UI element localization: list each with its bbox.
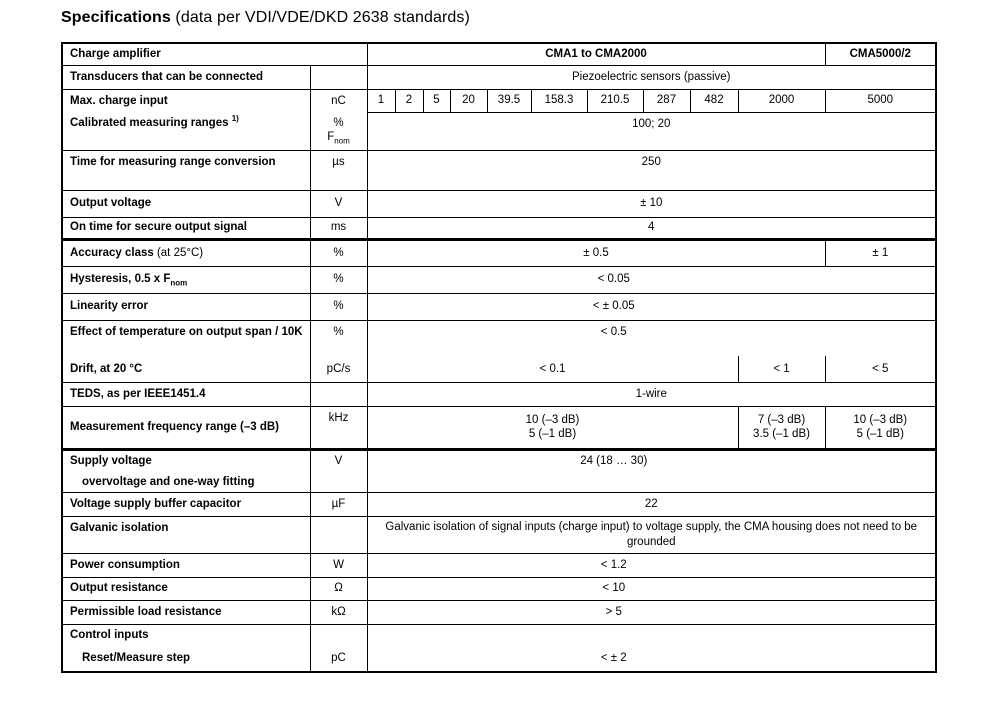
cell-calibrated-unit xyxy=(310,112,367,150)
cell-output-voltage-value: ± 10 xyxy=(367,190,936,217)
cell-freq-range-unit: kHz xyxy=(310,406,367,449)
row-teds xyxy=(62,382,936,406)
row-load-resistance xyxy=(62,600,936,624)
cell-output-voltage-label: Output voltage xyxy=(62,190,310,217)
cell-freq-range-label: Measurement frequency range (–3 dB) xyxy=(62,406,310,449)
cell-charge-amplifier-label: Charge amplifier xyxy=(62,43,367,65)
cell-linearity-unit: % xyxy=(310,293,367,320)
cell-output-resistance-value: < 10 xyxy=(367,577,936,600)
cell-power-value: < 1.2 xyxy=(367,553,936,577)
row-charge-amplifier xyxy=(62,43,936,65)
cell-teds-unit xyxy=(310,382,367,406)
freq-last-line2: 5 (–1 dB) xyxy=(856,428,904,440)
cell-max-charge-v11: 5000 xyxy=(825,89,936,112)
cell-drift-unit: pC/s xyxy=(310,356,367,382)
cell-range-conversion-label: Time for measuring range conversion xyxy=(62,150,310,190)
cell-temp-effect-label: Effect of temperature on output span / 10K xyxy=(62,320,310,356)
calibrated-unit-percent: % xyxy=(333,117,344,129)
cell-galvanic-label: Galvanic isolation xyxy=(62,516,310,553)
cell-calibrated-value: 100; 20 xyxy=(367,112,936,150)
row-reset-measure xyxy=(62,646,936,672)
cell-hysteresis-unit: % xyxy=(310,266,367,293)
cell-transducers-label: Transducers that can be connected xyxy=(62,65,310,89)
cell-max-charge-v5: 39.5 xyxy=(487,89,531,112)
row-transducers xyxy=(62,65,936,89)
row-power xyxy=(62,553,936,577)
cell-supply-voltage-label: Supply voltage xyxy=(62,449,310,472)
row-calibrated-ranges xyxy=(62,112,936,150)
freq-main-line2: 5 (–1 dB) xyxy=(528,428,577,440)
row-output-voltage xyxy=(62,190,936,217)
row-hysteresis xyxy=(62,266,936,293)
cell-accuracy-value-main: ± 0.5 xyxy=(367,239,825,266)
cell-temp-effect-value: < 0.5 xyxy=(367,320,936,356)
accuracy-label-bold: Accuracy class xyxy=(70,246,154,259)
hysteresis-label-sub: nom xyxy=(170,278,188,288)
cell-max-charge-v7: 210.5 xyxy=(587,89,643,112)
accuracy-label-normal: (at 25°C) xyxy=(153,246,204,259)
cell-transducers-value: Piezoelectric sensors (passive) xyxy=(367,65,936,89)
cell-control-inputs-unit xyxy=(310,624,367,646)
cell-on-time-value: 4 xyxy=(367,217,936,239)
calibrated-footnote: 1) xyxy=(231,114,239,124)
row-on-time xyxy=(62,217,936,239)
cell-drift-value-mid: < 1 xyxy=(738,356,825,382)
cell-accuracy-label xyxy=(62,239,310,266)
page-title-main: Specifications xyxy=(61,9,171,26)
cell-reset-measure-label: Reset/Measure step xyxy=(62,646,310,672)
cell-last-model: CMA5000/2 xyxy=(825,43,936,65)
cell-load-resistance-label: Permissible load resistance xyxy=(62,600,310,624)
row-range-conversion xyxy=(62,150,936,190)
specifications-table xyxy=(61,42,937,673)
cell-teds-label: TEDS, as per IEEE1451.4 xyxy=(62,382,310,406)
cell-calibrated-label xyxy=(62,112,310,150)
cell-max-charge-label: Max. charge input xyxy=(62,89,310,112)
cell-output-resistance-unit: Ω xyxy=(310,577,367,600)
cell-supply-voltage-value: 24 (18 … 30) xyxy=(367,449,936,472)
row-output-resistance xyxy=(62,577,936,600)
cell-max-charge-v8: 287 xyxy=(643,89,690,112)
cell-max-charge-v2: 2 xyxy=(395,89,423,112)
cell-load-resistance-value: > 5 xyxy=(367,600,936,624)
cell-drift-label: Drift, at 20 °C xyxy=(62,356,310,382)
cell-reset-measure-value: < ± 2 xyxy=(367,646,936,672)
cell-control-inputs-value xyxy=(367,624,936,646)
row-temp-effect xyxy=(62,320,936,356)
freq-mid-line2: 3.5 (–1 dB) xyxy=(753,428,810,440)
cell-max-charge-v4: 20 xyxy=(450,89,487,112)
page-title xyxy=(61,9,470,27)
row-drift xyxy=(62,356,936,382)
cell-freq-range-value-last xyxy=(825,406,936,449)
freq-main-line1: 10 (–3 dB) xyxy=(525,413,580,426)
cell-freq-range-value-main xyxy=(367,406,738,449)
cell-output-voltage-unit: V xyxy=(310,190,367,217)
row-accuracy xyxy=(62,239,936,266)
cell-load-resistance-unit: kΩ xyxy=(310,600,367,624)
cell-max-charge-v3: 5 xyxy=(423,89,450,112)
cell-on-time-label: On time for secure output signal xyxy=(62,217,310,239)
cell-transducers-unit xyxy=(310,65,367,89)
cell-supply-voltage-sublabel: overvoltage and one-way fitting xyxy=(62,472,310,492)
cell-drift-value-main: < 0.1 xyxy=(367,356,738,382)
cell-range-conversion-unit: µs xyxy=(310,150,367,190)
cell-accuracy-unit: % xyxy=(310,239,367,266)
cell-max-charge-v9: 482 xyxy=(690,89,738,112)
cell-buffer-capacitor-value: 22 xyxy=(367,492,936,516)
row-galvanic xyxy=(62,516,936,553)
cell-galvanic-value: Galvanic isolation of signal inputs (charge input) to voltage supply, the CMA housing does not need to be grounded xyxy=(367,516,936,553)
row-supply-voltage xyxy=(62,449,936,472)
freq-last-line1: 10 (–3 dB) xyxy=(853,413,908,426)
cell-linearity-value: < ± 0.05 xyxy=(367,293,936,320)
cell-linearity-label: Linearity error xyxy=(62,293,310,320)
row-linearity xyxy=(62,293,936,320)
cell-galvanic-unit xyxy=(310,516,367,553)
cell-hysteresis-value: < 0.05 xyxy=(367,266,936,293)
cell-control-inputs-label: Control inputs xyxy=(62,624,310,646)
cell-power-label: Power consumption xyxy=(62,553,310,577)
cell-range-conversion-value: 250 xyxy=(367,150,936,190)
calibrated-unit-f: F xyxy=(327,131,335,144)
cell-max-charge-v6: 158.3 xyxy=(531,89,587,112)
row-max-charge-input xyxy=(62,89,936,112)
cell-supply-voltage-unit: V xyxy=(310,449,367,472)
cell-reset-measure-unit: pC xyxy=(310,646,367,672)
cell-max-charge-v1: 1 xyxy=(367,89,395,112)
calibrated-label-text: Calibrated measuring ranges xyxy=(70,117,232,129)
cell-buffer-capacitor-label: Voltage supply buffer capacitor xyxy=(62,492,310,516)
freq-mid-line1: 7 (–3 dB) xyxy=(757,413,806,426)
hysteresis-label-text: Hysteresis, 0.5 x F xyxy=(70,273,171,286)
calibrated-unit-sub: nom xyxy=(334,136,350,146)
row-freq-range xyxy=(62,406,936,449)
cell-accuracy-value-last: ± 1 xyxy=(825,239,936,266)
row-supply-voltage-sub xyxy=(62,472,936,492)
calibrated-unit-fnom xyxy=(314,130,364,144)
cell-freq-range-value-mid xyxy=(738,406,825,449)
cell-temp-effect-unit: % xyxy=(310,320,367,356)
cell-on-time-unit: ms xyxy=(310,217,367,239)
cell-buffer-capacitor-unit: µF xyxy=(310,492,367,516)
cell-hysteresis-label xyxy=(62,266,310,293)
row-buffer-capacitor xyxy=(62,492,936,516)
cell-output-resistance-label: Output resistance xyxy=(62,577,310,600)
cell-supply-voltage-sub-value xyxy=(367,472,936,492)
cell-supply-voltage-sub-unit xyxy=(310,472,367,492)
cell-drift-value-last: < 5 xyxy=(825,356,936,382)
page-title-suffix: (data per VDI/VDE/DKD 2638 standards) xyxy=(170,9,470,26)
cell-max-charge-v10: 2000 xyxy=(738,89,825,112)
cell-max-charge-unit: nC xyxy=(310,89,367,112)
cell-main-model: CMA1 to CMA2000 xyxy=(367,43,825,65)
row-control-inputs xyxy=(62,624,936,646)
cell-teds-value: 1-wire xyxy=(367,382,936,406)
cell-power-unit: W xyxy=(310,553,367,577)
